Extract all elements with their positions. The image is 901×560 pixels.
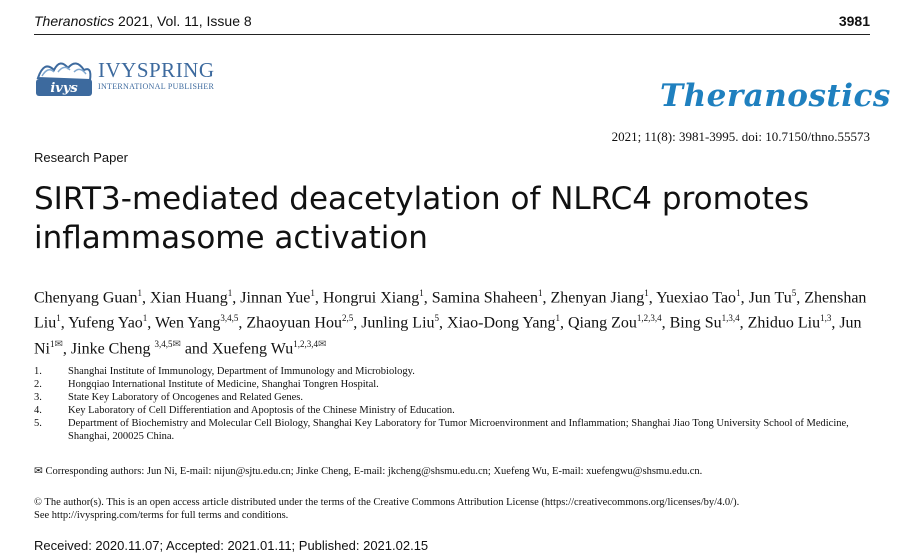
author-affiliation: 1,3,4 bbox=[721, 313, 740, 324]
author: Zhenshan Liu bbox=[34, 289, 867, 332]
affiliation-text: Key Laboratory of Cell Differentiation and Apoptosis of the Chinese Ministry of Education. bbox=[68, 405, 455, 416]
envelope-icon: ✉ bbox=[34, 466, 43, 477]
affiliation-item bbox=[34, 391, 876, 404]
author-affiliation: 5 bbox=[791, 288, 797, 298]
author-affiliation: 1,3 bbox=[820, 313, 832, 324]
author-affiliation: 1 bbox=[50, 338, 55, 349]
author: Junling Liu bbox=[361, 314, 435, 332]
author-affiliation: 3,4,5 bbox=[220, 313, 239, 324]
affiliation-text: Department of Biochemistry and Molecular Cell Biology, Shanghai Key Laboratory for Tumor Microenvironment and Inflammation; Shanghai Jiao Tong University School of Medicine, Shanghai, 200025 China. bbox=[68, 418, 849, 442]
publisher-name: IVYSPRING bbox=[98, 58, 215, 82]
author: Chenyang Guan bbox=[34, 289, 138, 307]
author-affiliation: 1,2,3,4 bbox=[293, 338, 318, 349]
affiliation-number: 2. bbox=[34, 379, 42, 390]
article-type: Research Paper bbox=[34, 150, 128, 165]
journal-name: Theranostics bbox=[34, 13, 115, 29]
author: Jun Ni bbox=[34, 314, 862, 357]
affiliation-number: 1. bbox=[34, 366, 42, 377]
publication-dates: Received: 2020.11.07; Accepted: 2021.01.11; Published: 2021.02.15 bbox=[34, 538, 429, 553]
page-number: 3981 bbox=[838, 13, 870, 29]
affiliation-number: 4. bbox=[34, 405, 42, 416]
author-list: Chenyang Guan$^1$, Xian Huang$^1$, Jinnan Yue$^1$, Hongrui Xiang$^1$, Samina Shaheen$^1$, Zhenyan Jiang$^1$, Yuexiao Tao$^1$, Jun Tu$^5$, Zhenshan Liu$^1$, Yufeng Yao$^1$, Wen Yang$^{3,4,5}$, Zhaoyuan Hou$^{2,5}$, Junling Liu$^5$, Xiao-Dong Yang$^1$, Qiang Zou$^{1,2,3,4}$, Bing Su$^{1,3,4}$, Zhiduo Liu$^{1,3}$, Jun $Ni^{1✉}$, Jinke Cheng $^{3,4,5✉}$ and Xuefeng $Wu^{1,2,3,4✉}$ bbox=[34, 288, 867, 357]
author: Zhenyan Jiang bbox=[550, 289, 645, 307]
affiliation-list bbox=[34, 365, 876, 443]
citation-line: 2021; 11(8): 3981-3995. doi: 10.7150/thno.55573 bbox=[611, 129, 870, 144]
author: Qiang Zou bbox=[567, 314, 637, 332]
author-affiliation: 3,4,5 bbox=[154, 338, 173, 349]
corresponding-text: Corresponding authors: Jun Ni, E-mail: nijun@sjtu.edu.cn; Jinke Cheng, E-mail: jkcheng@shsmu.edu.cn; Xuefeng Wu, E-mail: xuefengwu@shsmu.edu.cn. bbox=[45, 466, 703, 477]
affiliation-item bbox=[34, 404, 876, 417]
envelope-icon[interactable]: ✉ bbox=[317, 338, 327, 350]
author-affiliation: 1 bbox=[555, 313, 560, 324]
affiliation-number: 3. bbox=[34, 392, 42, 403]
title-line-1: SIRT3-mediated deacetylation of NLRC4 promotes bbox=[34, 181, 810, 217]
author: Jun Tu bbox=[748, 289, 792, 307]
issue-info: 2021, Vol. 11, Issue 8 bbox=[114, 13, 252, 29]
author-affiliation: 1 bbox=[56, 313, 61, 324]
author: Zhiduo Liu bbox=[747, 314, 821, 332]
author-affiliation: 1 bbox=[538, 288, 543, 298]
affiliation-text: Hongqiao International Institute of Medicine, Shanghai Tongren Hospital. bbox=[68, 379, 379, 390]
author-affiliation: 1 bbox=[736, 288, 741, 298]
author: Yufeng Yao bbox=[68, 314, 143, 332]
envelope-icon[interactable]: ✉ bbox=[172, 338, 181, 350]
author: Wen Yang bbox=[155, 314, 221, 332]
author: Xiao-Dong Yang bbox=[447, 314, 556, 332]
author: Bing Su bbox=[669, 314, 722, 332]
svg-text:ivys: ivys bbox=[50, 81, 78, 96]
affiliation-number: 5. bbox=[34, 418, 42, 429]
affiliation-text: Shanghai Institute of Immunology, Department of Immunology and Microbiology. bbox=[68, 366, 415, 377]
author: Hongrui Xiang bbox=[322, 289, 420, 307]
journal-issue bbox=[34, 13, 252, 29]
author-affiliation: 1 bbox=[419, 288, 424, 298]
author: Jinke Cheng bbox=[70, 339, 151, 357]
author-affiliation: 1 bbox=[227, 288, 233, 298]
running-header bbox=[34, 10, 870, 35]
corresponding-authors bbox=[34, 465, 702, 477]
author: Yuexiao Tao bbox=[656, 289, 737, 307]
author: Xuefeng Wu bbox=[211, 339, 294, 357]
ivyspring-logo[interactable] bbox=[34, 56, 244, 102]
license-line-1: © The author(s). This is an open access article distributed under the terms of the Creative Commons Attribution License (https://creativecommons.org/licenses/by/4.0/). bbox=[34, 497, 740, 508]
author-affiliation: 2,5 bbox=[341, 313, 354, 324]
license-notice bbox=[34, 496, 879, 522]
author: Zhaoyuan Hou bbox=[246, 314, 342, 332]
author-affiliation: 1 bbox=[142, 313, 148, 324]
author-affiliation: 1 bbox=[644, 288, 649, 298]
title-line-2: inflammasome activation bbox=[34, 220, 428, 256]
affiliation-item bbox=[34, 417, 876, 443]
author-affiliation: 1 bbox=[137, 288, 143, 298]
ivyspring-emblem-icon bbox=[34, 56, 94, 98]
author: Samina Shaheen bbox=[431, 289, 538, 307]
article-title bbox=[34, 180, 874, 258]
author: Xian Huang bbox=[150, 289, 228, 307]
author-affiliation: 1 bbox=[310, 288, 315, 298]
publisher-subtitle: INTERNATIONAL PUBLISHER bbox=[98, 82, 215, 91]
author-affiliation: 1,2,3,4 bbox=[636, 313, 662, 324]
envelope-icon[interactable]: ✉ bbox=[54, 338, 63, 350]
license-line-2: See http://ivyspring.com/terms for full terms and conditions. bbox=[34, 510, 289, 521]
journal-logo[interactable]: Theranostics bbox=[660, 78, 891, 114]
affiliation-item bbox=[34, 365, 876, 378]
author: Jinnan Yue bbox=[240, 289, 311, 307]
affiliation-item bbox=[34, 378, 876, 391]
author-affiliation: 5 bbox=[434, 313, 440, 324]
affiliation-text: State Key Laboratory of Oncogenes and Related Genes. bbox=[68, 392, 303, 403]
